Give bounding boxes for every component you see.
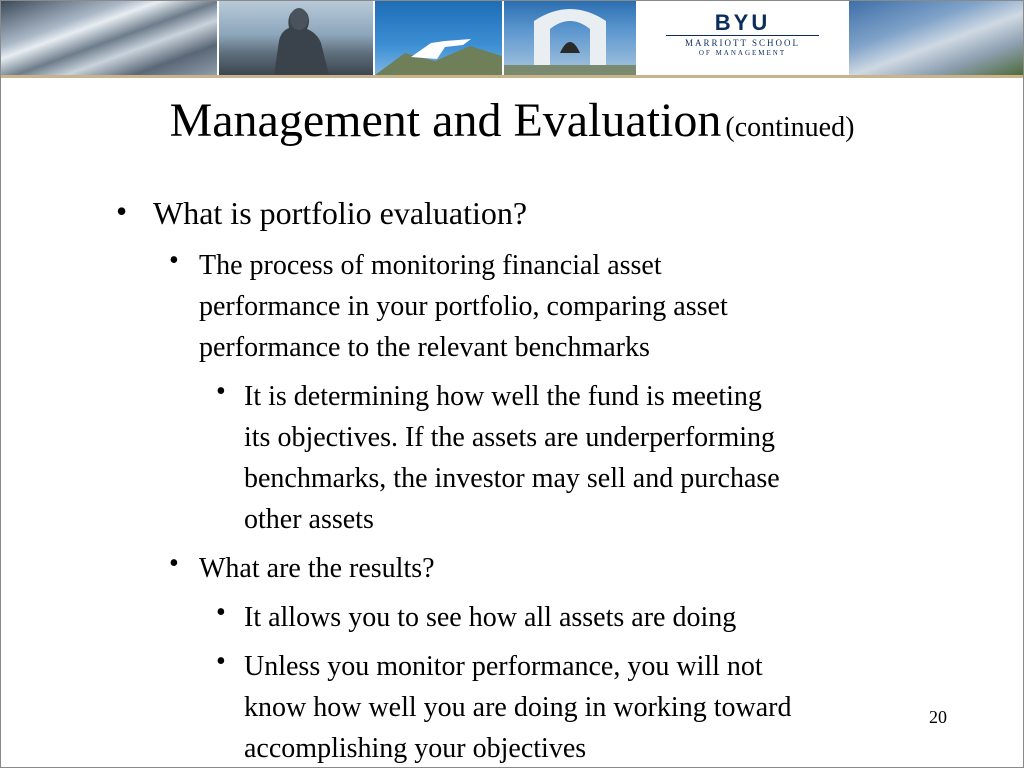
bullet-icon: • [169, 548, 179, 579]
logo-byu-text: BYU [714, 10, 771, 35]
bullet-text-line: know how well you are doing in working toward [244, 692, 792, 723]
bullet-text-line: performance in your portfolio, comparing asset [199, 291, 728, 322]
bullet-text-line: other assets [244, 504, 374, 535]
bullet-text-line: benchmarks, the investor may sell and purchase [244, 463, 780, 494]
bullet-text: What are the results? [199, 553, 435, 584]
bullet-text-line: performance to the relevant benchmarks [199, 332, 650, 363]
title-suffix: (continued) [725, 112, 855, 143]
title-main: Management and Evaluation [169, 94, 722, 147]
bullet-icon: • [116, 193, 128, 229]
bullet-text-line: accomplishing your objectives [244, 733, 587, 764]
bullet-icon: • [216, 376, 226, 407]
bullet-text: It allows you to see how all assets are doing [244, 602, 737, 633]
logo-line2: OF MANAGEMENT [698, 49, 787, 57]
bullet-text-line: Unless you monitor performance, you will not [244, 651, 763, 682]
bullet-icon: • [216, 597, 226, 628]
bullet-icon: • [169, 245, 179, 276]
bullet-text-line: It is determining how well the fund is meeting [244, 381, 762, 412]
bullet-text: What is portfolio evaluation? [153, 195, 528, 231]
bullet-icon: • [216, 646, 226, 677]
page-number: 20 [929, 707, 947, 727]
bullet-text-line: The process of monitoring financial asset [199, 250, 662, 281]
slide-body [1, 1, 1023, 767]
bullet-text-line: its objectives. If the assets are underperforming [244, 422, 776, 453]
logo-line1: MARRIOTT SCHOOL [684, 38, 801, 48]
